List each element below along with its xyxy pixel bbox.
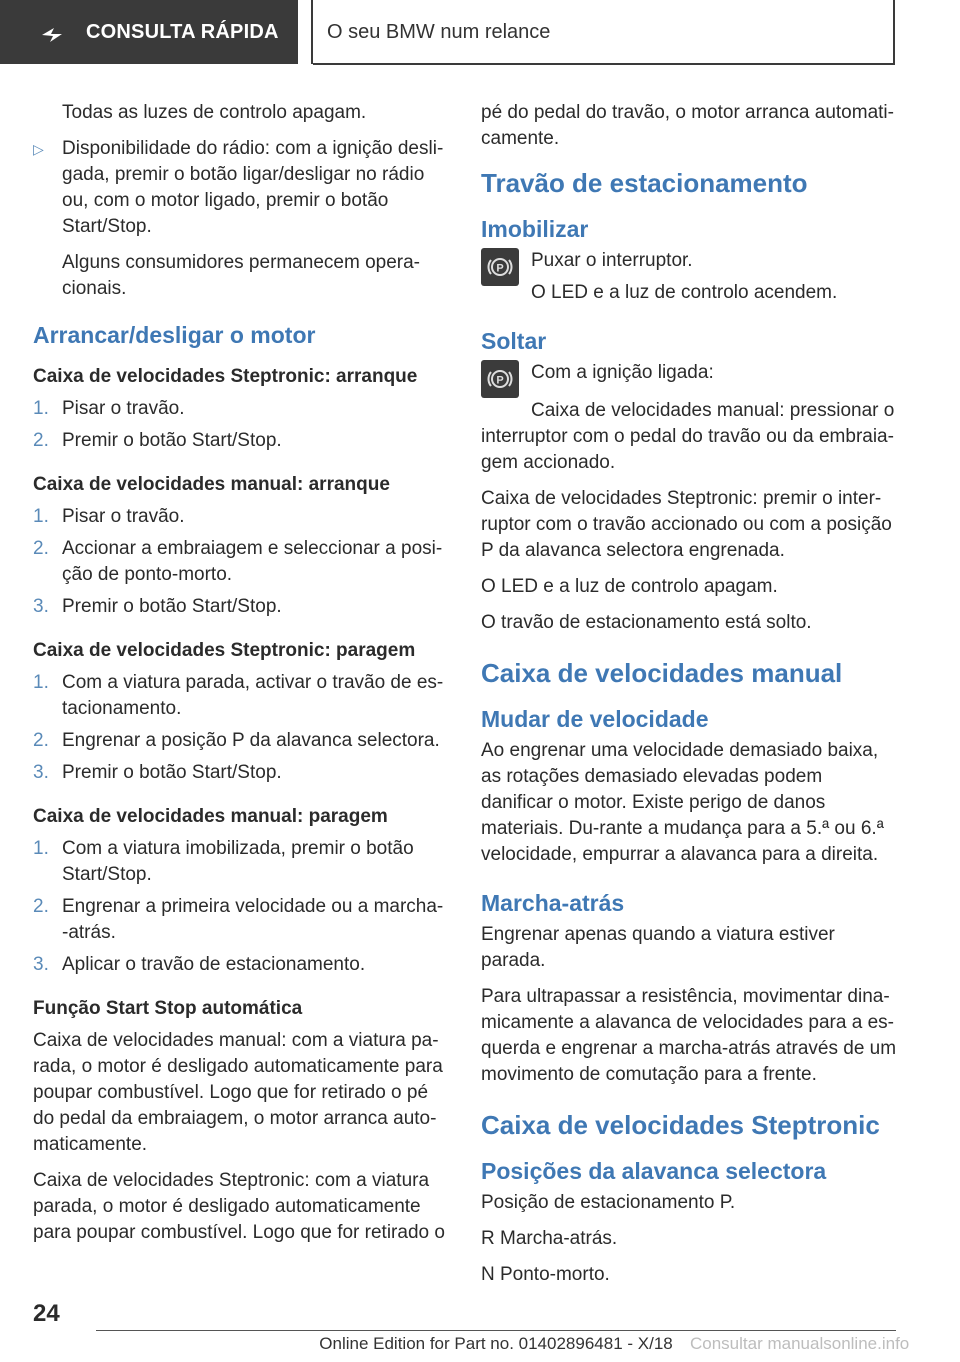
paragraph: N Ponto-morto. <box>481 1264 610 1285</box>
section-heading: Arrancar/desligar o motor <box>33 322 316 348</box>
subsection-heading: Marcha-atrás <box>481 890 625 916</box>
paragraph: Posição de estacionamento P. <box>481 1192 736 1213</box>
paragraph: Alguns consumidores permanecem opera-cionais. <box>62 252 421 299</box>
paragraph: Caixa de velocidades Steptronic: premir o inter-ruptor com o travão accionado ou com a posição P da alavanca selectora engrenada. <box>481 488 892 561</box>
subsection-heading: Caixa de velocidades manual: arranque <box>33 474 390 495</box>
paragraph: Engrenar apenas quando a viatura estiver parada. <box>481 924 835 971</box>
subsection-heading: Imobilizar <box>481 216 589 242</box>
page-header <box>0 0 960 66</box>
subsection-heading: Caixa de velocidades Steptronic: paragem <box>33 640 416 661</box>
subsection-heading: Soltar <box>481 328 547 354</box>
list-item: 3. Premir o botão Start/Stop. <box>33 762 282 783</box>
list-item: 2. Accionar a embraiagem e seleccionar a posi-ção de ponto-morto. <box>33 538 443 585</box>
paragraph: Para ultrapassar a resistência, movimentar dina-micamente a alavanca de velocidades para a es-querda e engrenar a marcha-atrás através de um movimento de comutação para a frente. <box>481 986 897 1085</box>
list-item: 2. Engrenar a primeira velocidade ou a marcha--atrás. <box>33 896 444 943</box>
paragraph: O LED e a luz de controlo apagam. <box>481 576 778 597</box>
paragraph: Com a ignição ligada: <box>531 362 714 383</box>
triangle-bullet-icon: ▷ <box>33 141 44 157</box>
subsection-heading: Caixa de velocidades manual: paragem <box>33 806 388 827</box>
parking-brake-switch-icon <box>481 248 519 286</box>
section-heading: Caixa de velocidades manual <box>481 658 843 688</box>
list-item: 3. Premir o botão Start/Stop. <box>33 596 282 617</box>
paragraph: O travão de estacionamento está solto. <box>481 612 812 633</box>
tab-edge <box>893 0 895 64</box>
list-item: 2. Engrenar a posição P da alavanca selectora. <box>33 730 440 751</box>
bullet-text: Disponibilidade do rádio: com a ignição desli-gada, premir o botão ligar/desligar no rádio ou, com o motor ligado, premir o botão Start/Stop. <box>62 138 444 237</box>
list-item: 1. Pisar o travão. <box>33 398 185 419</box>
footer-edition: Online Edition for Part no. 01402896481 - X/18 <box>319 1334 673 1353</box>
left-column <box>33 100 445 1256</box>
tab-underline <box>313 63 895 65</box>
imobilizar-instruction <box>481 248 897 306</box>
paragraph: Caixa de velocidades manual: pressionar o interruptor com o pedal do travão ou da embraia-gem accionado. <box>481 400 895 473</box>
bullet-item <box>33 136 445 240</box>
quick-reference-icon <box>40 27 64 43</box>
list-item: 1. Pisar o travão. <box>33 506 185 527</box>
subsection-heading: Função Start Stop automática <box>33 998 303 1019</box>
svg-text:P: P <box>496 262 504 275</box>
footer-divider <box>96 1330 896 1331</box>
paragraph: R Marcha-atrás. <box>481 1228 618 1249</box>
paragraph: pé do pedal do travão, o motor arranca automati-camente. <box>481 102 894 149</box>
parking-brake-switch-icon <box>481 360 519 398</box>
paragraph: Ao engrenar uma velocidade demasiado baixa, as rotações demasiado elevadas podem danificar o motor. Existe perigo de danos materiais. Du-rante a mudança para a 5.ª ou 6.ª velocidade, empurrar a alavanca para a direita. <box>481 740 884 865</box>
paragraph: Caixa de velocidades manual: com a viatura pa-rada, o motor é desligado automaticamente para poupar combustível. Logo que for retirado o pé do pedal da embraiagem, o motor arranca auto-maticamente. <box>33 1030 443 1155</box>
paragraph: Puxar o interruptor. <box>531 250 693 271</box>
list-item: 1. Com a viatura imobilizada, premir o botão Start/Stop. <box>33 838 414 885</box>
paragraph: Todas as luzes de controlo apagam. <box>62 102 367 123</box>
tab-section-title[interactable]: O seu BMW num relance <box>327 20 551 43</box>
list-item: 2. Premir o botão Start/Stop. <box>33 430 282 451</box>
section-heading: Travão de estacionamento <box>481 168 808 198</box>
paragraph: O LED e a luz de controlo acendem. <box>531 282 838 303</box>
section-heading: Caixa de velocidades Steptronic <box>481 1110 880 1140</box>
paragraph: Caixa de velocidades Steptronic: com a viatura parada, o motor é desligado automaticamente para poupar combustível. Logo que for retirado o <box>33 1170 445 1243</box>
soltar-instruction <box>481 360 897 398</box>
right-column <box>481 100 897 1298</box>
tab-active-label: CONSULTA RÁPIDA <box>86 20 279 43</box>
subsection-heading: Mudar de velocidade <box>481 706 709 732</box>
subsection-heading: Posições da alavanca selectora <box>481 1158 827 1184</box>
subsection-heading: Caixa de velocidades Steptronic: arranque <box>33 366 418 387</box>
svg-text:P: P <box>496 374 504 387</box>
list-item: 3. Aplicar o travão de estacionamento. <box>33 954 366 975</box>
watermark-text: Consultar manualsonline.info <box>690 1334 910 1353</box>
page-number: 24 <box>33 1300 60 1327</box>
list-item: 1. Com a viatura parada, activar o travão de es-tacionamento. <box>33 672 444 719</box>
tab-consulta-rapida[interactable] <box>0 0 298 64</box>
